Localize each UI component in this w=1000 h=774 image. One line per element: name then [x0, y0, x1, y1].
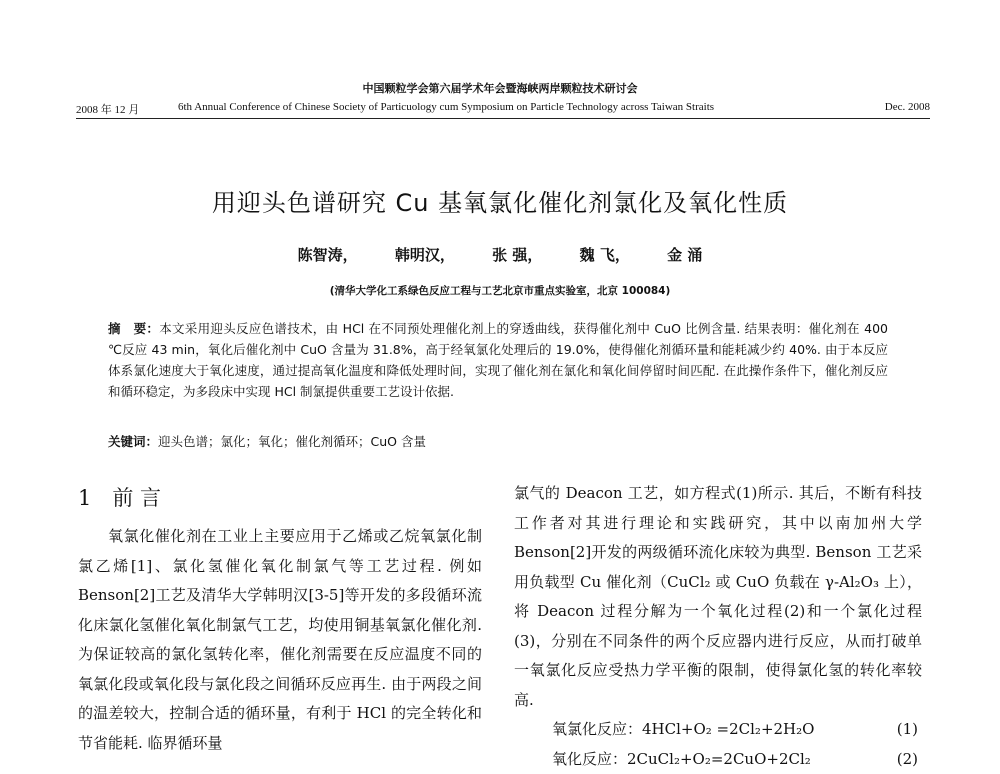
header-divider	[76, 118, 930, 119]
author: 魏 飞，	[580, 246, 630, 264]
author-list	[0, 244, 1000, 265]
author: 陈智涛，	[298, 246, 358, 264]
body-paragraph: 氯气的 Deacon 工艺，如方程式(1)所示. 其后，不断有科技工作者对其进行理论和实践研究，其中以南加州大学 Benson[2]开发的两级循环流化床较为典型. Benson 工艺采用负载型 Cu 催化剂（CuCl₂ 或 CuO 负载在 γ-Al₂O₃ 上），将 Deacon 过程分解为一个氧化过程(2)和一个氯化过程(3)，分别在不同条件的两个反应器内进行反应，从而打破单一氧氯化反应受热力学平衡的限制，使得氯化氢的转化率较高.	[514, 479, 922, 715]
abstract-text: 本文采用迎头反应色谱技术，由 HCl 在不同预处理催化剂上的穿透曲线，获得催化剂中 CuO 比例含量. 结果表明：催化剂在 400 ℃反应 43 min，氧化后催化剂中 CuO 含量为 31.8%，高于经氧氯化处理后的 19.0%，使得催化剂循环量和能耗减少约 40%. 由于本反应体系氯化速度大于氧化速度，通过提高氧化温度和降低处理时间，实现了催化剂在氯化和氧化间停留时间匹配. 在此操作条件下，催化剂反应和循环稳定，为多段床中实现 HCl 制氯提供重要工艺设计依据.	[108, 321, 888, 399]
keywords-label: 关键词：	[108, 434, 158, 449]
keywords-text: 迎头色谱；氯化；氧化；催化剂循环；CuO 含量	[158, 434, 426, 449]
author: 金 涌	[667, 246, 702, 264]
header-conference-en: 6th Annual Conference of Chinese Society of Particuology cum Symposium on Particle Technology across Taiwan Straits	[178, 101, 714, 113]
header-date-en: Dec. 2008	[885, 101, 930, 113]
equation-number: (2)	[897, 745, 918, 774]
body-paragraph: 氧氯化催化剂在工业上主要应用于乙烯或乙烷氧氯化制氯乙烯[1]、氯化氢催化氧化制氯气等工艺过程. 例如 Benson[2]工艺及清华大学韩明汉[3-5]等开发的多段循环流化床氯化氢催化氧化制氯气工艺，均使用铜基氧氯化催化剂. 为保证较高的氯化氢转化率，催化剂需要在反应温度不同的氧氯化段或氧化段与氯化段之间循环反应再生. 由于两段之间的温差较大，控制合适的循环量，有利于 HCl 的完全转化和节省能耗. 临界循环量	[78, 522, 482, 758]
keywords	[108, 432, 888, 450]
right-column	[514, 479, 922, 774]
conference-title-cn: 中国颗粒学会第六届学术年会暨海峡两岸颗粒技术研讨会	[0, 80, 1000, 96]
affiliation: (清华大学化工系绿色反应工程与工艺北京市重点实验室，北京 100084)	[0, 283, 1000, 298]
running-header	[76, 101, 930, 117]
header-date-cn: 2008 年 12 月	[76, 101, 139, 117]
equation: 氧氯化反应：4HCl+O₂ =2Cl₂+2H₂O	[552, 715, 814, 745]
equation-row	[514, 715, 922, 745]
section-heading: 1 前 言	[78, 482, 161, 512]
equation-number: (1)	[897, 715, 918, 745]
author: 张 强，	[492, 246, 542, 264]
left-column	[78, 522, 482, 758]
abstract	[108, 318, 888, 402]
equation: 氧化反应：2CuCl₂+O₂=2CuO+2Cl₂	[552, 745, 811, 774]
abstract-label: 摘 要：	[108, 321, 159, 336]
paper-title: 用迎头色谱研究 Cu 基氧氯化催化剂氯化及氧化性质	[0, 183, 1000, 218]
equation-row	[514, 745, 922, 774]
author: 韩明汉，	[395, 246, 455, 264]
